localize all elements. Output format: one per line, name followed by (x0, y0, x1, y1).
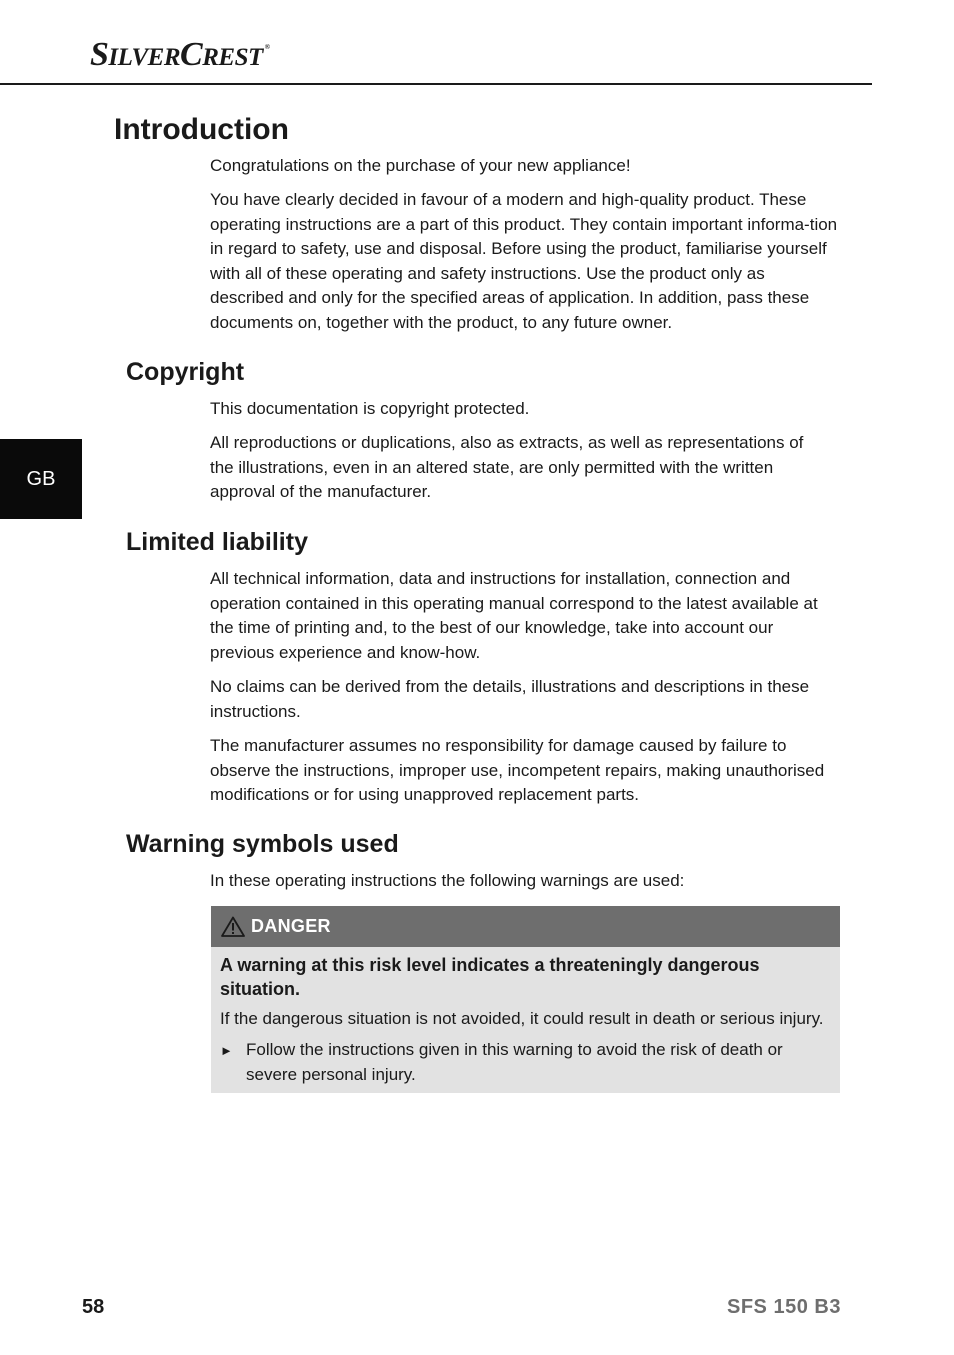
copyright-heading: Copyright (126, 358, 245, 386)
warning-triangle-icon (221, 916, 245, 937)
model-number: SFS 150 B3 (727, 1296, 841, 1318)
limited-liability-heading: Limited liability (126, 528, 308, 556)
liability-paragraph: The manufacturer assumes no responsibility for damage caused by failure to observe the instructions, improper use, incompetent repairs, making unauthorised modifications or for using unapproved replacement parts. (210, 736, 825, 805)
danger-bullet (220, 1037, 830, 1087)
danger-body (211, 947, 840, 1087)
liability-paragraph: All technical information, data and instructions for installation, connection and operation contained in this operating manual correspond to the latest available at the time of printing and, to the best of our knowledge, take into account our previous experience and know-how. (210, 569, 818, 662)
arrow-right-icon: ► (220, 1043, 233, 1058)
brand-logo (90, 38, 269, 72)
page-number: 58 (82, 1296, 105, 1318)
logo-letter: C (180, 36, 203, 73)
danger-header (211, 906, 840, 947)
warning-symbols-heading: Warning symbols used (126, 830, 399, 858)
danger-bold-text: A warning at this risk level indicates a threateningly dangerous situation. (220, 955, 760, 999)
intro-paragraph: You have clearly decided in favour of a modern and high-quality product. These operating instructions are a part of this product. They contain important informa-tion in regard to safety, use and disposal. Before using the product, familiarise yourself with all of these operating and safety instructions. Use the product only as described and only for the specified areas of application. In addition, pass these documents on, together with the product, to any future owner. (210, 190, 838, 332)
language-label: GB (26, 467, 56, 490)
copyright-paragraph: This documentation is copyright protected. (210, 399, 530, 418)
danger-label: DANGER (251, 916, 331, 936)
copyright-paragraph: All reproductions or duplications, also as extracts, as well as representations of the illustrations, even in an altered state, are only permitted with the written approval of the manufacturer. (210, 433, 804, 502)
logo-letter: S (90, 36, 109, 73)
logo-letters: REST (202, 44, 263, 71)
warning-intro: In these operating instructions the following warnings are used: (210, 871, 685, 890)
logo-letters: ILVER (108, 44, 181, 71)
language-tab (0, 439, 82, 519)
danger-box (211, 906, 840, 1093)
danger-text: If the dangerous situation is not avoided, it could result in death or serious injury. (220, 1009, 824, 1028)
danger-bullet-text: Follow the instructions given in this warning to avoid the risk of death or severe personal injury. (246, 1040, 783, 1084)
introduction-heading: Introduction (114, 113, 289, 146)
registered-mark: ® (264, 43, 270, 51)
intro-paragraph: Congratulations on the purchase of your new appliance! (210, 156, 631, 175)
liability-paragraph: No claims can be derived from the details, illustrations and descriptions in these instructions. (210, 677, 810, 721)
header-rule (0, 83, 872, 85)
